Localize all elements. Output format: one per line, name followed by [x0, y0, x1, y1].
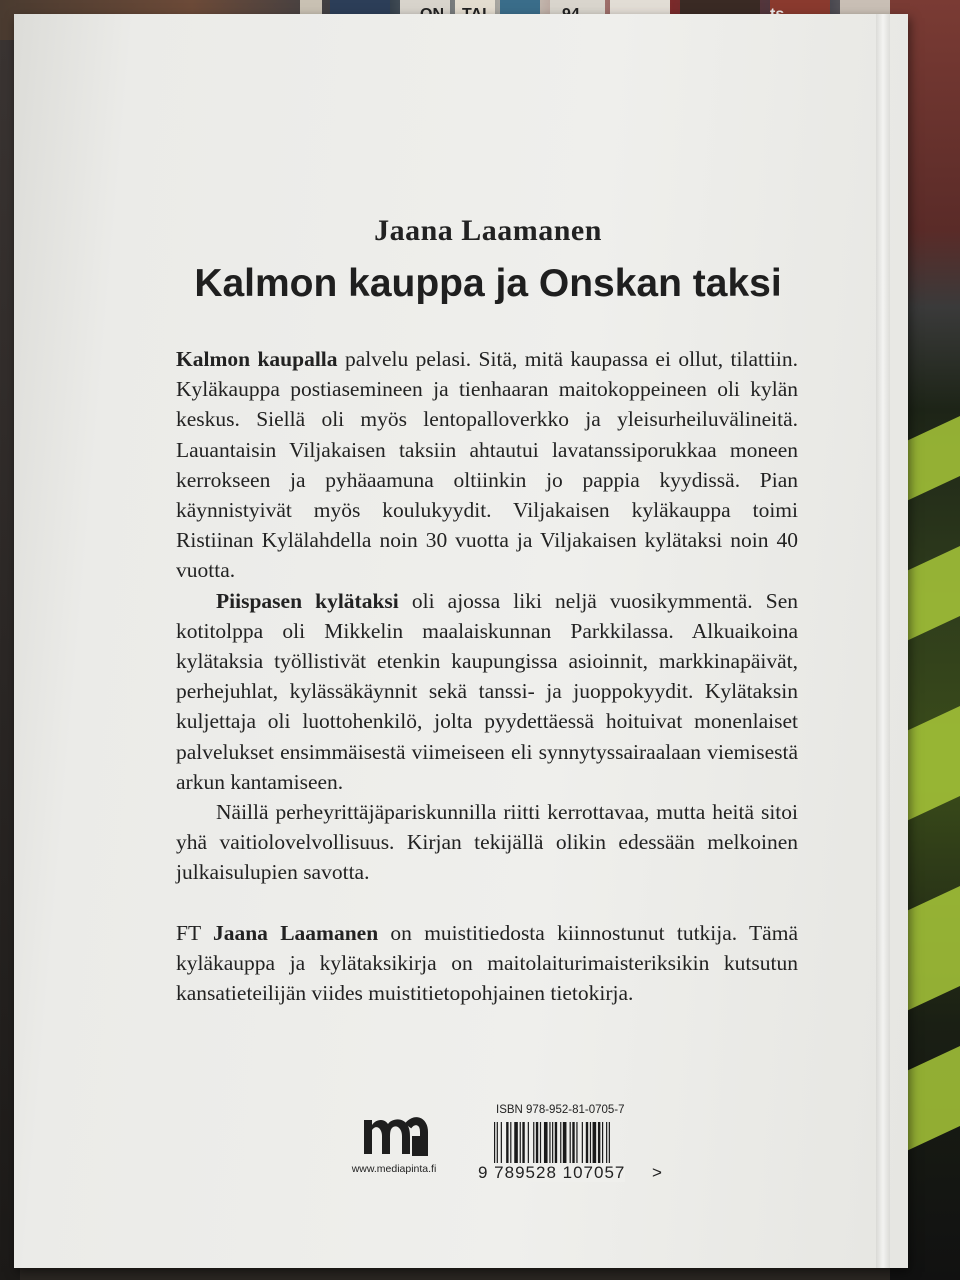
author-name: Jaana Laamanen	[374, 214, 602, 247]
blurb-lead: Piispasen kylätaksi	[216, 588, 399, 613]
blurb-lead: Kalmon kaupalla	[176, 347, 338, 371]
publisher-url: www.mediapinta.fi	[351, 1163, 437, 1175]
mediapinta-logo-icon	[360, 1112, 428, 1156]
book-hinge	[876, 14, 890, 1268]
publisher-logo	[338, 1112, 450, 1175]
barcode-digits: 9 789528 107057	[478, 1163, 626, 1182]
barcode-quiet-zone-marker: >	[652, 1163, 662, 1182]
blurb-paragraph: Näillä perheyrittäjäpariskunnilla riitti kerrottavaa, mutta heitä sitoi yhä vaitiolovelvollisuus. Kirjan tekijällä olikin edessään melkoinen julkaisulupien savotta.	[176, 800, 798, 885]
bio-name: Jaana Laamanen	[212, 920, 379, 945]
book-title: Kalmon kauppa ja Onskan taksi	[194, 262, 782, 305]
blurb-paragraph: Kalmon kaupalla palvelu pelasi. Sitä, mitä kaupassa ei ollut, tilattiin. Kyläkauppa postiasemineen ja tienhaaran maitokoppeineen oli kylän keskus. Siellä oli myös lentopalloverkko ja yleisurheiluvälineitä. Lauantaisin Viljakaisen taksiin ahtautui lavatanssiporukkaa moneen kerrokseen ja pyhäaamuna oltiinkin jo pappia kyydissä. Pian käynnistyivät myös koulukyydit. Viljakaisen kyläkauppa toimi Ristiinan Kylälahdella noin 30 vuotta ja Viljakaisen kylätaksi noin 40 vuotta.	[176, 347, 799, 583]
blurb-paragraph: Piispasen kylätaksi oli ajossa liki neljä vuosikymmentä. Sen kotitolppa oli Mikkelin maalaiskunnan Parkkilassa. Alkuaikoina kylätaksia työllistivät etenkin kaupungissa asioinnit, markkinapäivät, perhejuhlat, kylässäkäynnit sekä tanssi- ja juoppokyydit. Kylätaksin kuljettaja oli luottohenkilö, jolta pyydettäessä hoituivat monenlaiset palvelukset ensimmäisestä viimeiseen eli synnytyssairaalaan viemisestä arkun kantamiseen.	[176, 588, 798, 794]
isbn-label: ISBN 978-952-81-0705-7	[496, 1104, 625, 1116]
author-bio: FT Jaana Laamanen on muistitiedosta kiinnostunut tutkija. Tämä kyläkauppa ja kylätaksikirja on maitolaiturimaisteriksikin kutsutun kansatieteilijän viides muistitietopohjainen tietokirja.	[176, 920, 798, 1006]
blurb	[176, 344, 798, 1008]
